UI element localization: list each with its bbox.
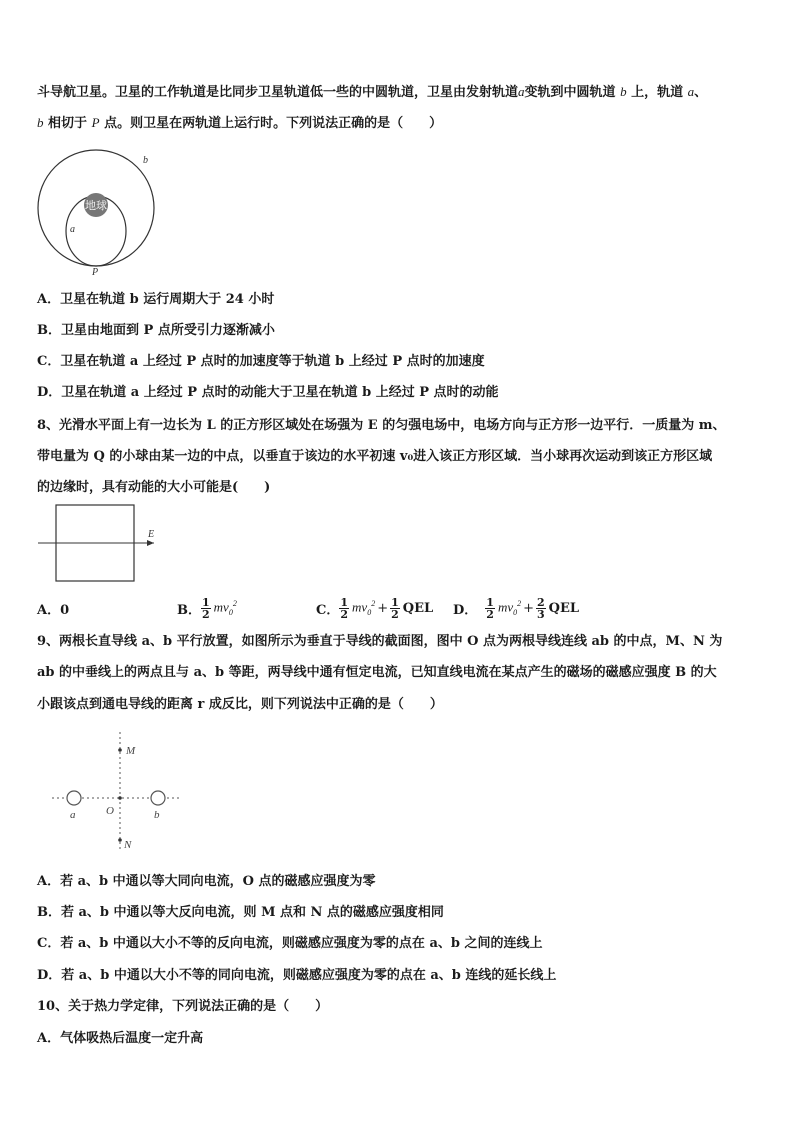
q9-option-a: A．若 a、b 中通以等大同向电流，O 点的磁感应强度为零 — [37, 874, 376, 889]
q7-option-a: A．卫星在轨道 b 运行周期大于 24 小时 — [37, 292, 275, 307]
q8-option-b — [177, 593, 237, 623]
label-p: P — [92, 267, 99, 276]
q8-option-a-text: A．0 — [37, 602, 70, 618]
q7-stem-text: 、 — [694, 85, 708, 100]
q7-stem-text: 变轨到中圆轨道 — [524, 85, 616, 100]
label-b: b — [143, 155, 148, 166]
point-m — [118, 748, 122, 752]
label-n: N — [124, 839, 132, 851]
q7-option-b: B．卫星由地面到 P 点所受引力逐渐减小 — [37, 323, 275, 338]
q10-stem: 10、关于热力学定律，下列说法正确的是（ ） — [37, 999, 329, 1014]
q8-stem-line1: 8、光滑水平面上有一边长为 L 的正方形区域处在场强为 E 的匀强电场中，电场方向与正方形一边平行．一质量为 m、 — [37, 418, 726, 433]
plus-sign: + — [377, 600, 389, 616]
label-a: a — [70, 224, 75, 235]
q8-option-c — [316, 593, 433, 623]
q9-stem-line3: 小跟该点到通电导线的距离 r 成反比，则下列说法中正确的是（ ） — [37, 697, 443, 712]
label-b: b — [154, 809, 160, 821]
label-e: E — [148, 529, 155, 540]
q7-orbit-figure — [36, 148, 162, 276]
q7-stem-text: 相切于 — [48, 116, 88, 131]
point-n — [118, 838, 122, 842]
q7-orbit-a: a — [518, 84, 525, 99]
q8-field-figure — [36, 503, 160, 585]
qel-text: QEL — [548, 600, 580, 616]
fraction-half: $\frac{1}{2}$ — [486, 595, 494, 621]
q9-stem-line1: 9、两根长直导线 a、b 平行放置，如图所示为垂直于导线的截面图，图中 O 点为两根导线连线 ab 的中点，M、N 为 — [37, 634, 723, 649]
q8-option-a — [37, 593, 69, 623]
q8-option-label: D． — [453, 602, 478, 618]
qel-text: QEL — [402, 600, 434, 616]
q8-option-d — [453, 593, 579, 623]
q9-option-d: D．若 a、b 中通以大小不等的同向电流，则磁感应强度为零的点在 a、b 连线的延长线上 — [37, 968, 557, 983]
field-arrow-icon — [147, 540, 154, 546]
q7-stem-text: 斗导航卫星。卫星的工作轨道是比同步卫星轨道低一些的中圆轨道，卫星由发射轨道 — [37, 85, 519, 100]
q7-stem-text: 上，轨道 — [631, 85, 684, 100]
q9-stem-line2: ab 的中垂线上的两点且与 a、b 等距，两导线中通有恒定电流，已知直线电流在某点产生的磁场的磁感应强度 B 的大 — [37, 665, 717, 680]
q8-stem-line3: 的边缘时，具有动能的大小可能是( ) — [37, 480, 271, 495]
q7-stem-text: 点。则卫星在两轨道上运行时。下列说法正确的是（ ） — [104, 116, 443, 131]
q7-stem-line2 — [37, 115, 442, 132]
q7-option-c: C．卫星在轨道 a 上经过 P 点时的加速度等于轨道 b 上经过 P 点时的加速度 — [37, 354, 485, 369]
earth-label: 地球 — [85, 199, 107, 212]
q10-option-a: A．气体吸热后温度一定升高 — [37, 1031, 204, 1046]
q7-option-d: D．卫星在轨道 a 上经过 P 点时的动能大于卫星在轨道 b 上经过 P 点时的动能 — [37, 385, 499, 400]
q7-orbit-b: b — [37, 115, 44, 130]
fraction-half: $\frac{1}{2}$ — [202, 595, 210, 621]
q7-orbit-a: a — [687, 84, 695, 99]
fraction-half: $\frac{1}{2}$ — [391, 595, 399, 621]
fraction-half: $\frac{1}{2}$ — [340, 595, 349, 621]
q8-option-label: B． — [177, 602, 201, 618]
mv0-squared: $mv_0^2$ — [352, 599, 376, 617]
q8-option-label: C． — [316, 602, 340, 618]
q9-option-b: B．若 a、b 中通以等大反向电流，则 M 点和 N 点的磁感应强度相同 — [37, 905, 444, 920]
mv0-squared: $mv_0^2$ — [497, 599, 522, 617]
point-o — [118, 796, 122, 800]
wire-b-icon — [151, 791, 165, 805]
wire-a-icon — [67, 791, 81, 805]
mv0-squared: $mv_0^2$ — [213, 599, 237, 617]
fraction-two-thirds: $\frac{2}{3}$ — [537, 595, 545, 621]
label-a: a — [70, 809, 76, 821]
q9-wire-figure — [48, 728, 188, 856]
q9-option-c: C．若 a、b 中通以大小不等的反向电流，则磁感应强度为零的点在 a、b 之间的连线上 — [37, 936, 543, 951]
label-o: O — [106, 805, 114, 817]
q8-stem-line2: 带电量为 Q 的小球由某一边的中点，以垂直于该边的水平初速 v₀进入该正方形区域．当小球再次运动到该正方形区域 — [37, 449, 713, 464]
q7-stem-line1 — [37, 84, 707, 101]
q7-orbit-b: b — [620, 84, 627, 99]
q7-point-p: P — [91, 115, 100, 130]
label-m: M — [126, 745, 136, 757]
plus-sign: + — [523, 600, 535, 616]
